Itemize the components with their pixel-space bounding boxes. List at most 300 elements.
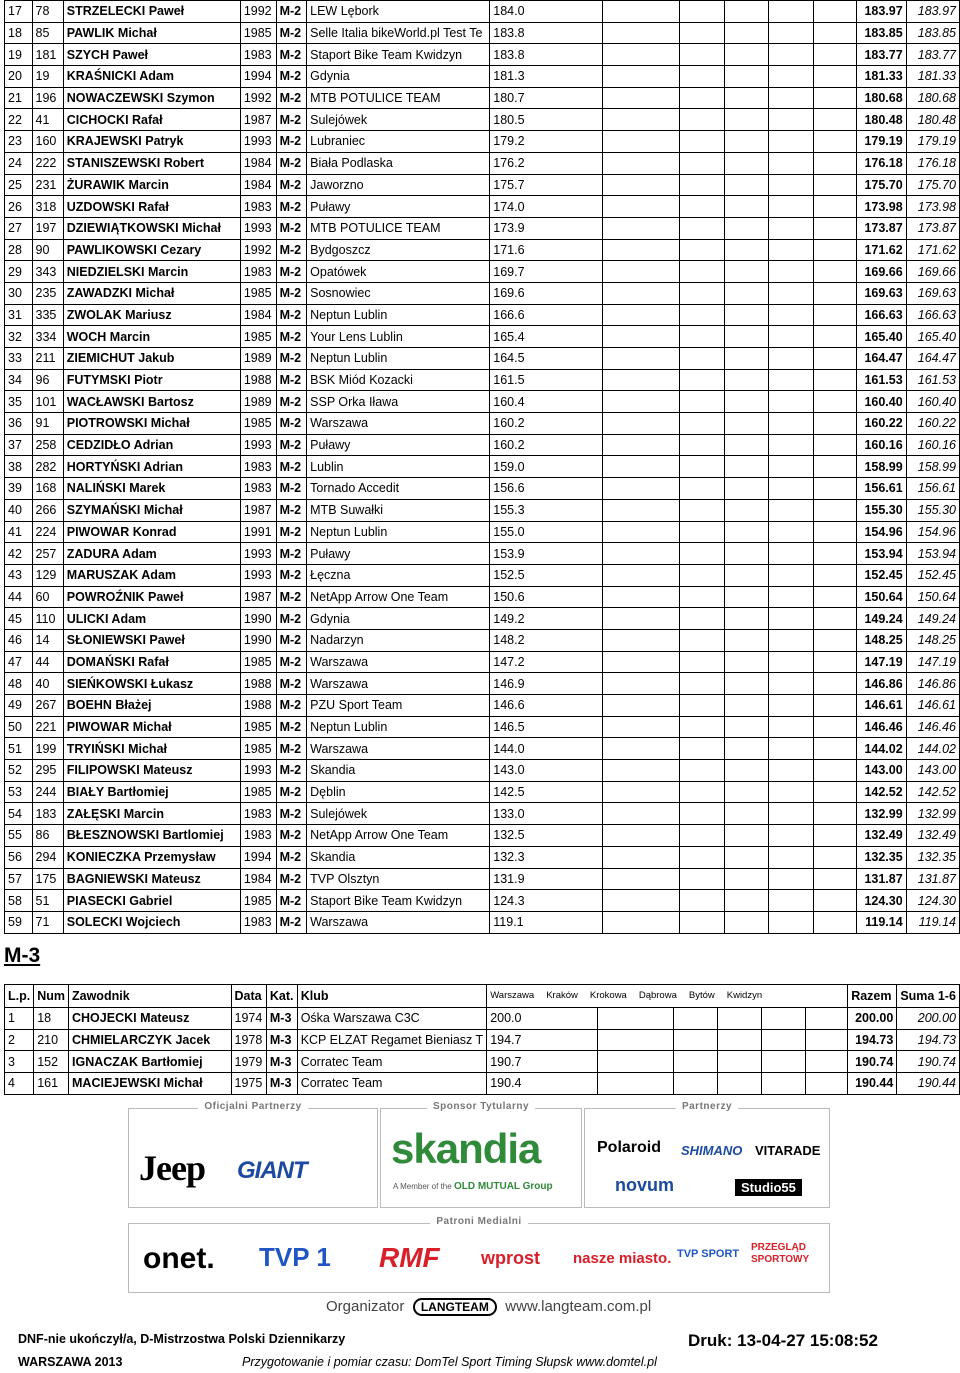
bib-number-cell: 334 xyxy=(32,326,63,348)
razem-cell: 171.62 xyxy=(856,239,906,261)
empty-cell xyxy=(602,304,679,326)
official-partners-box xyxy=(128,1101,378,1208)
stage-warszawa-cell: 146.9 xyxy=(490,673,602,695)
empty-cell xyxy=(680,196,725,218)
empty-cell xyxy=(813,673,856,695)
birth-year-cell: 1987 xyxy=(240,586,276,608)
suma-cell: 146.86 xyxy=(906,673,959,695)
header-num: Num xyxy=(34,985,69,1008)
bib-number-cell: 199 xyxy=(32,738,63,760)
title-sponsor-box xyxy=(380,1101,582,1208)
empty-cell xyxy=(813,478,856,500)
empty-cell xyxy=(769,803,814,825)
razem-cell: 132.49 xyxy=(856,825,906,847)
rider-name-cell: IGNACZAK Bartłomiej xyxy=(69,1051,232,1073)
club-cell: Biała Podlaska xyxy=(307,152,490,174)
place-cell: 26 xyxy=(5,196,33,218)
empty-cell xyxy=(602,846,679,868)
birth-year-cell: 1983 xyxy=(240,478,276,500)
club-cell: Ośka Warszawa C3C xyxy=(297,1008,487,1030)
organizer-label: Organizator xyxy=(326,1298,405,1315)
result-row xyxy=(5,348,960,370)
empty-cell xyxy=(813,760,856,782)
place-cell: 40 xyxy=(5,499,33,521)
category-cell: M-2 xyxy=(276,44,307,66)
club-cell: MTB Suwałki xyxy=(307,499,490,521)
bib-number-cell: 40 xyxy=(32,673,63,695)
rider-name-cell: KRAŚNICKI Adam xyxy=(63,66,240,88)
novum-logo: novum xyxy=(615,1175,675,1195)
bib-number-cell: 295 xyxy=(32,760,63,782)
bib-number-cell: 181 xyxy=(32,44,63,66)
giant-logo: GIANT xyxy=(237,1157,307,1184)
result-row xyxy=(5,760,960,782)
empty-cell xyxy=(813,391,856,413)
result-row xyxy=(5,890,960,912)
header-stage-bytow: Bytów xyxy=(688,990,715,1001)
birth-year-cell: 1994 xyxy=(240,66,276,88)
result-row xyxy=(5,152,960,174)
category-cell: M-2 xyxy=(276,586,307,608)
club-cell: Lubraniec xyxy=(307,131,490,153)
rider-name-cell: BOEHN Błażej xyxy=(63,695,240,717)
rider-name-cell: MARUSZAK Adam xyxy=(63,564,240,586)
club-cell: Warszawa xyxy=(307,413,490,435)
empty-cell xyxy=(680,434,725,456)
result-row xyxy=(5,803,960,825)
razem-cell: 160.40 xyxy=(856,391,906,413)
organizer xyxy=(326,1298,651,1324)
empty-cell xyxy=(769,456,814,478)
skandia-sub-text: A Member of the xyxy=(393,1182,452,1191)
empty-cell xyxy=(813,434,856,456)
place-cell: 19 xyxy=(5,44,33,66)
club-cell: SSP Orka Iława xyxy=(307,391,490,413)
empty-cell xyxy=(680,760,725,782)
empty-cell xyxy=(602,239,679,261)
title-sponsor-heading: Sponsor Tytularny xyxy=(427,1101,535,1112)
rider-name-cell: PAWLIK Michał xyxy=(63,22,240,44)
result-row xyxy=(5,66,960,88)
stage-warszawa-cell: 165.4 xyxy=(490,326,602,348)
onet-logo: onet. xyxy=(143,1242,215,1275)
empty-cell xyxy=(718,1029,762,1051)
rider-name-cell: CICHOCKI Rafał xyxy=(63,109,240,131)
rider-name-cell: WOCH Marcin xyxy=(63,326,240,348)
suma-cell: 146.61 xyxy=(906,695,959,717)
empty-cell xyxy=(724,478,769,500)
empty-cell xyxy=(602,629,679,651)
place-cell: 1 xyxy=(5,1008,34,1030)
rider-name-cell: ZIEMICHUT Jakub xyxy=(63,348,240,370)
place-cell: 53 xyxy=(5,781,33,803)
empty-cell xyxy=(813,196,856,218)
place-cell: 20 xyxy=(5,66,33,88)
empty-cell xyxy=(813,1,856,23)
razem-cell: 146.86 xyxy=(856,673,906,695)
suma-cell: 176.18 xyxy=(906,152,959,174)
empty-cell xyxy=(602,326,679,348)
suma-cell: 190.44 xyxy=(897,1073,960,1095)
razem-cell: 144.02 xyxy=(856,738,906,760)
suma-cell: 190.74 xyxy=(897,1051,960,1073)
empty-cell xyxy=(761,1029,805,1051)
timing-credit: Przygotowanie i pomiar czasu: DomTel Sport Timing Słupsk www.domtel.pl xyxy=(242,1355,657,1369)
birth-year-cell: 1984 xyxy=(240,868,276,890)
place-cell: 17 xyxy=(5,1,33,23)
suma-cell: 171.62 xyxy=(906,239,959,261)
empty-cell xyxy=(680,825,725,847)
category-cell: M-2 xyxy=(276,261,307,283)
category-cell: M-2 xyxy=(276,521,307,543)
empty-cell xyxy=(769,174,814,196)
empty-cell xyxy=(602,196,679,218)
category-cell: M-2 xyxy=(276,456,307,478)
partners-heading: Partnerzy xyxy=(676,1101,738,1112)
result-row xyxy=(5,673,960,695)
empty-cell xyxy=(680,282,725,304)
result-row xyxy=(5,695,960,717)
rider-name-cell: NIEDZIELSKI Marcin xyxy=(63,261,240,283)
birth-year-cell: 1984 xyxy=(240,304,276,326)
stage-warszawa-cell: 148.2 xyxy=(490,629,602,651)
suma-cell: 132.49 xyxy=(906,825,959,847)
empty-cell xyxy=(680,521,725,543)
bib-number-cell: 101 xyxy=(32,391,63,413)
razem-cell: 158.99 xyxy=(856,456,906,478)
bib-number-cell: 14 xyxy=(32,629,63,651)
bib-number-cell: 85 xyxy=(32,22,63,44)
rider-name-cell: SZYMAŃSKI Michał xyxy=(63,499,240,521)
empty-cell xyxy=(813,499,856,521)
empty-cell xyxy=(761,1008,805,1030)
club-cell: Corratec Team xyxy=(297,1073,487,1095)
club-cell: Jaworzno xyxy=(307,174,490,196)
rider-name-cell: STANISZEWSKI Robert xyxy=(63,152,240,174)
razem-cell: 180.48 xyxy=(856,109,906,131)
birth-year-cell: 1993 xyxy=(240,760,276,782)
razem-cell: 132.99 xyxy=(856,803,906,825)
rmf-logo: RMF xyxy=(379,1242,440,1273)
empty-cell xyxy=(724,911,769,933)
stage-warszawa-cell: 132.3 xyxy=(490,846,602,868)
empty-cell xyxy=(813,174,856,196)
rider-name-cell: DZIEWIĄTKOWSKI Michał xyxy=(63,217,240,239)
category-cell: M-2 xyxy=(276,868,307,890)
razem-cell: 190.74 xyxy=(848,1051,897,1073)
empty-cell xyxy=(724,586,769,608)
suma-cell: 153.94 xyxy=(906,543,959,565)
empty-cell xyxy=(598,1073,674,1095)
place-cell: 59 xyxy=(5,911,33,933)
razem-cell: 176.18 xyxy=(856,152,906,174)
place-cell: 33 xyxy=(5,348,33,370)
empty-cell xyxy=(769,196,814,218)
empty-cell xyxy=(724,781,769,803)
bib-number-cell: 60 xyxy=(32,586,63,608)
empty-cell xyxy=(813,846,856,868)
empty-cell xyxy=(724,44,769,66)
suma-cell: 183.97 xyxy=(906,1,959,23)
bib-number-cell: 44 xyxy=(32,651,63,673)
empty-cell xyxy=(602,174,679,196)
print-timestamp: Druk: 13-04-27 15:08:52 xyxy=(688,1331,878,1350)
bib-number-cell: 335 xyxy=(32,304,63,326)
stage-warszawa-cell: 160.4 xyxy=(490,391,602,413)
empty-cell xyxy=(724,456,769,478)
rider-name-cell: FILIPOWSKI Mateusz xyxy=(63,760,240,782)
empty-cell xyxy=(769,738,814,760)
rider-name-cell: PIASECKI Gabriel xyxy=(63,890,240,912)
bib-number-cell: 41 xyxy=(32,109,63,131)
birth-year-cell: 1985 xyxy=(240,22,276,44)
club-cell: MTB POTULICE TEAM xyxy=(307,217,490,239)
tvp1-logo: TVP 1 xyxy=(259,1242,331,1272)
stage-warszawa-cell: 119.1 xyxy=(490,911,602,933)
suma-cell: 147.19 xyxy=(906,651,959,673)
bib-number-cell: 196 xyxy=(32,87,63,109)
birth-year-cell: 1993 xyxy=(240,434,276,456)
place-cell: 25 xyxy=(5,174,33,196)
suma-cell: 160.16 xyxy=(906,434,959,456)
suma-cell: 156.61 xyxy=(906,478,959,500)
category-cell: M-2 xyxy=(276,760,307,782)
empty-cell xyxy=(813,369,856,391)
empty-cell xyxy=(813,781,856,803)
suma-cell: 143.00 xyxy=(906,760,959,782)
category-cell: M-2 xyxy=(276,629,307,651)
empty-cell xyxy=(602,131,679,153)
empty-cell xyxy=(769,413,814,435)
category-title-m3: M-3 xyxy=(4,944,41,967)
rider-name-cell: UZDOWSKI Rafał xyxy=(63,196,240,218)
empty-cell xyxy=(813,629,856,651)
place-cell: 3 xyxy=(5,1051,34,1073)
razem-cell: 181.33 xyxy=(856,66,906,88)
place-cell: 28 xyxy=(5,239,33,261)
birth-year-cell: 1990 xyxy=(240,608,276,630)
empty-cell xyxy=(769,716,814,738)
empty-cell xyxy=(718,1008,762,1030)
bib-number-cell: 78 xyxy=(32,1,63,23)
club-cell: Dęblin xyxy=(307,781,490,803)
empty-cell xyxy=(761,1051,805,1073)
category-cell: M-2 xyxy=(276,1,307,23)
suma-cell: 119.14 xyxy=(906,911,959,933)
birth-year-cell: 1985 xyxy=(240,413,276,435)
suma-cell: 150.64 xyxy=(906,586,959,608)
bib-number-cell: 152 xyxy=(34,1051,69,1073)
result-row xyxy=(5,109,960,131)
suma-cell: 166.63 xyxy=(906,304,959,326)
empty-cell xyxy=(769,521,814,543)
category-cell: M-2 xyxy=(276,174,307,196)
media-patrons-heading: Patroni Medialni xyxy=(430,1216,527,1227)
empty-cell xyxy=(680,44,725,66)
place-cell: 49 xyxy=(5,695,33,717)
empty-cell xyxy=(769,651,814,673)
rider-name-cell: CHOJECKI Mateusz xyxy=(69,1008,232,1030)
birth-year-cell: 1994 xyxy=(240,846,276,868)
place-cell: 34 xyxy=(5,369,33,391)
empty-cell xyxy=(813,564,856,586)
club-cell: Neptun Lublin xyxy=(307,304,490,326)
bib-number-cell: 91 xyxy=(32,413,63,435)
birth-year-cell: 1985 xyxy=(240,282,276,304)
place-cell: 23 xyxy=(5,131,33,153)
results-table-m2 xyxy=(4,0,960,934)
category-cell: M-2 xyxy=(276,87,307,109)
place-cell: 56 xyxy=(5,846,33,868)
club-cell: Staport Bike Team Kwidzyn xyxy=(307,890,490,912)
club-cell: PZU Sport Team xyxy=(307,695,490,717)
rider-name-cell: ZAWADZKI Michał xyxy=(63,282,240,304)
empty-cell xyxy=(724,261,769,283)
empty-cell xyxy=(602,911,679,933)
empty-cell xyxy=(724,673,769,695)
stage-warszawa-cell: 150.6 xyxy=(490,586,602,608)
club-cell: Warszawa xyxy=(307,911,490,933)
empty-cell xyxy=(805,1008,847,1030)
category-cell: M-2 xyxy=(276,781,307,803)
empty-cell xyxy=(680,803,725,825)
club-cell: Nadarzyn xyxy=(307,629,490,651)
rider-name-cell: BŁESZNOWSKI Bartlomiej xyxy=(63,825,240,847)
place-cell: 35 xyxy=(5,391,33,413)
empty-cell xyxy=(769,282,814,304)
bib-number-cell: 19 xyxy=(32,66,63,88)
result-row xyxy=(5,1,960,23)
rider-name-cell: NOWACZEWSKI Szymon xyxy=(63,87,240,109)
place-cell: 38 xyxy=(5,456,33,478)
club-cell: Opatówek xyxy=(307,261,490,283)
sponsors-panel xyxy=(128,1101,828,1293)
suma-cell: 132.35 xyxy=(906,846,959,868)
club-cell: Puławy xyxy=(307,434,490,456)
skandia-sub xyxy=(393,1181,553,1192)
rider-name-cell: WACŁAWSKI Bartosz xyxy=(63,391,240,413)
place-cell: 18 xyxy=(5,22,33,44)
empty-cell xyxy=(724,825,769,847)
stage-warszawa-cell: 152.5 xyxy=(490,564,602,586)
empty-cell xyxy=(602,738,679,760)
empty-cell xyxy=(724,239,769,261)
result-row xyxy=(5,1051,960,1073)
empty-cell xyxy=(602,22,679,44)
club-cell: Lublin xyxy=(307,456,490,478)
empty-cell xyxy=(680,131,725,153)
empty-cell xyxy=(602,66,679,88)
club-cell: Tornado Accedit xyxy=(307,478,490,500)
category-cell: M-2 xyxy=(276,651,307,673)
empty-cell xyxy=(680,868,725,890)
empty-cell xyxy=(680,695,725,717)
suma-cell: 169.63 xyxy=(906,282,959,304)
empty-cell xyxy=(769,608,814,630)
bib-number-cell: 244 xyxy=(32,781,63,803)
club-cell: Puławy xyxy=(307,543,490,565)
stage-warszawa-cell: 184.0 xyxy=(490,1,602,23)
club-cell: NetApp Arrow One Team xyxy=(307,586,490,608)
razem-cell: 160.22 xyxy=(856,413,906,435)
empty-cell xyxy=(813,282,856,304)
rider-name-cell: ZADURA Adam xyxy=(63,543,240,565)
header-zawodnik: Zawodnik xyxy=(69,985,232,1008)
empty-cell xyxy=(718,1051,762,1073)
shimano-logo: SHIMANO xyxy=(681,1143,743,1158)
category-cell: M-2 xyxy=(276,825,307,847)
bib-number-cell: 161 xyxy=(34,1073,69,1095)
club-cell: Neptun Lublin xyxy=(307,521,490,543)
place-cell: 42 xyxy=(5,543,33,565)
empty-cell xyxy=(769,911,814,933)
empty-cell xyxy=(724,109,769,131)
rider-name-cell: DOMAŃSKI Rafał xyxy=(63,651,240,673)
birth-year-cell: 1989 xyxy=(240,348,276,370)
birth-year-cell: 1993 xyxy=(240,131,276,153)
rider-name-cell: BIAŁY Bartłomiej xyxy=(63,781,240,803)
empty-cell xyxy=(724,890,769,912)
razem-cell: 131.87 xyxy=(856,868,906,890)
stage-warszawa-cell: 190.7 xyxy=(487,1051,598,1073)
header-stages xyxy=(487,985,848,1008)
stage-warszawa-cell: 173.9 xyxy=(490,217,602,239)
rider-name-cell: SZYCH Paweł xyxy=(63,44,240,66)
empty-cell xyxy=(674,1008,718,1030)
empty-cell xyxy=(769,868,814,890)
bib-number-cell: 221 xyxy=(32,716,63,738)
razem-cell: 173.87 xyxy=(856,217,906,239)
suma-cell: 158.99 xyxy=(906,456,959,478)
birth-year-cell: 1983 xyxy=(240,803,276,825)
result-row xyxy=(5,456,960,478)
bib-number-cell: 222 xyxy=(32,152,63,174)
suma-cell: 173.87 xyxy=(906,217,959,239)
result-row xyxy=(5,868,960,890)
birth-year-cell: 1983 xyxy=(240,261,276,283)
empty-cell xyxy=(724,521,769,543)
empty-cell xyxy=(724,348,769,370)
empty-cell xyxy=(769,369,814,391)
media-patrons-box xyxy=(128,1216,830,1293)
empty-cell xyxy=(813,131,856,153)
razem-cell: 165.40 xyxy=(856,326,906,348)
empty-cell xyxy=(602,781,679,803)
stage-warszawa-cell: 124.3 xyxy=(490,890,602,912)
stage-warszawa-cell: 143.0 xyxy=(490,760,602,782)
empty-cell xyxy=(680,66,725,88)
empty-cell xyxy=(769,760,814,782)
category-cell: M-2 xyxy=(276,911,307,933)
result-row xyxy=(5,478,960,500)
razem-cell: 124.30 xyxy=(856,890,906,912)
razem-cell: 155.30 xyxy=(856,499,906,521)
empty-cell xyxy=(769,499,814,521)
bib-number-cell: 175 xyxy=(32,868,63,890)
rider-name-cell: HORTYŃSKI Adrian xyxy=(63,456,240,478)
organizer-url: www.langteam.com.pl xyxy=(505,1298,652,1315)
bib-number-cell: 224 xyxy=(32,521,63,543)
polaroid-logo: Polaroid xyxy=(597,1139,662,1156)
stage-warszawa-cell: 132.5 xyxy=(490,825,602,847)
result-row xyxy=(5,87,960,109)
empty-cell xyxy=(724,174,769,196)
club-cell: Corratec Team xyxy=(297,1051,487,1073)
result-row xyxy=(5,304,960,326)
category-cell: M-2 xyxy=(276,716,307,738)
empty-cell xyxy=(769,846,814,868)
razem-cell: 173.98 xyxy=(856,196,906,218)
